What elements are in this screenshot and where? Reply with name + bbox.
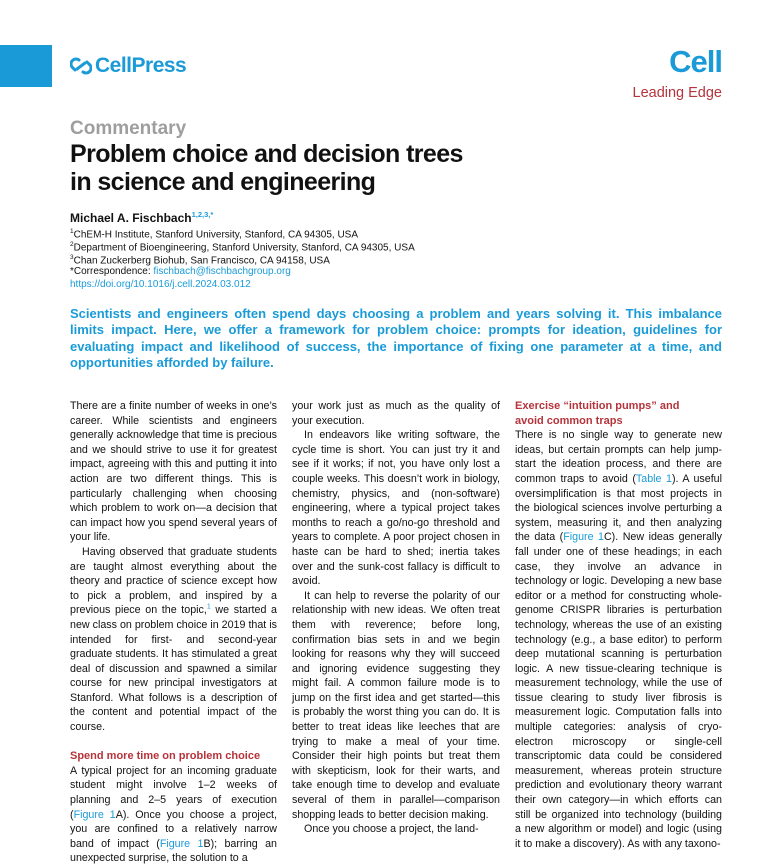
affiliation-sup: 3: [70, 254, 74, 261]
heading-line: Exercise “intuition pumps” and: [515, 400, 680, 412]
body-column-2: [292, 399, 500, 837]
affiliation-text: Chan Zuckerberg Biohub, San Francisco, CA 94158, USA: [73, 255, 330, 267]
author-line: [70, 210, 213, 225]
figure-link[interactable]: Figure 1: [563, 531, 604, 544]
abstract: Scientists and engineers often spend days choosing a problem and years solving it. This imbalance limits impact. Here, we offer a framework for problem choice: prompts for ideation, guidelines for evaluating impact and likelihood of success, the importance of fixing one parameter at a time, and opportunities afforded by failure.: [70, 306, 722, 371]
body-column-3: [515, 399, 722, 851]
article-title: [70, 140, 540, 196]
paragraph-text: B); barring an unexpected surprise, the solution to a: [70, 837, 277, 865]
paragraph: It can help to reverse the polarity of our relationship with new ideas. We often treat them with reverence; before long, confirmation bias sets in and we begin looking for reasons why they will succeed and ignoring evidence suggesting they might fail. A common failure mode is to jump on the first idea and get started—this is probably the worst thing you can do. It is better to treat ideas like leeches that are trying to make a meal of your time. Consider their high points but treat them with skepticism, look for their warts, and take enough time to develop and evaluate several of them in parallel—comparison shopping leads to better decision making.: [292, 589, 500, 821]
section-heading: [515, 399, 722, 428]
cellpress-logo[interactable]: [70, 54, 186, 78]
paragraph: [70, 545, 277, 735]
paragraph: [515, 428, 722, 851]
reference-link[interactable]: 1: [206, 603, 211, 611]
title-line-2: in science and engineering: [70, 168, 376, 196]
affiliation-sup: 1: [70, 228, 74, 235]
figure-link[interactable]: Figure 1: [73, 808, 116, 821]
paragraph: There are a finite number of weeks in one’s career. While scientists and engineers generally acknowledge that time is precious and we should strive to use it for greatest impact, agreeing with this and putting it into action are two different things. This is particularly challenging when choosing which problem to work on—a decision that can impact how you spend several years of your life.: [70, 400, 277, 544]
author-sup: 1,2,3,*: [191, 210, 214, 219]
paragraph-text: C). New ideas generally fall under one of these headings; in each case, they involve an advance in technology or logic. Developing a new base editor or a method for constructing whole-genome CRISPR libraries is perturbation technology, whereas the use of an existing technology (e.g., a base editor) to perform deep mutational scanning is perturbation logic. A new tissue-clearing technique is measurement technology, while the use of tissue clearing to study liver fibrosis is measurement logic. Computation falls into multiple categories: analysis of cryo-electron microscopy or single-cell transcriptomic data could be considered measurement, whereas protein structure prediction and evolutionary theory warrant their own category—in which efforts can still be organized into technology (building a new algorithm or model) and logic (using it to make a discovery). As with any taxono-: [515, 531, 722, 850]
publisher-name: CellPress: [95, 54, 187, 77]
title-line-1: Problem choice and decision trees: [70, 140, 463, 168]
doi-link[interactable]: https://doi.org/10.1016/j.cell.2024.03.012: [70, 279, 251, 290]
affiliation-sup: 2: [70, 241, 74, 248]
author-name: Michael A. Fischbach: [70, 211, 192, 225]
affiliation-text: ChEM-H Institute, Stanford University, Stanford, CA 94305, USA: [73, 229, 359, 241]
paragraph-text: ). A useful oversimplification is that most projects in the biological sciences involve perturbing a system, measuring it, and then analyzing the data (: [515, 472, 723, 544]
paragraph-text: There is no single way to generate new ideas, but certain prompts can help jump-start the ideation process, and there are common traps to avoid (: [515, 429, 722, 485]
paragraph: Once you choose a project, the land-: [304, 823, 479, 836]
journal-section: Leading Edge: [632, 85, 722, 101]
affiliation-text: Department of Bioengineering, Stanford University, Stanford, CA 94305, USA: [73, 242, 415, 254]
section-heading: Spend more time on problem choice: [70, 750, 261, 763]
paragraph: your work just as much as the quality of your execution.: [292, 400, 500, 427]
cellpress-link-icon: [70, 56, 92, 76]
paragraph-text: A typical project for an incoming graduate student might involve 1–2 weeks of planning and 2–5 years of execution (: [70, 764, 277, 821]
doi-line: [70, 278, 251, 291]
brand-tab: [0, 45, 52, 87]
correspondence-label: *Correspondence:: [70, 266, 154, 277]
table-link[interactable]: Table 1: [635, 472, 672, 485]
paragraph: [70, 764, 277, 866]
paragraph-text: Having observed that graduate students are taught almost everything about the theory and practice of science except how to pick a problem, and inspired by a previous piece on the topic,: [70, 545, 277, 617]
article-type: Commentary: [70, 118, 187, 139]
paragraph-text: A). Once you choose a project, you are confined to a relatively narrow band of impact (: [70, 808, 277, 850]
figure-link[interactable]: Figure 1: [159, 837, 204, 850]
correspondence-email-link[interactable]: fischbach@fischbachgroup.org: [153, 266, 291, 277]
paragraph-text: we started a new class on problem choice in 2019 that is intended for first- and second-year graduate students. It has stimulated a great deal of discussion and spawned a similar course for new principal investigators at Stanford. What follows is a description of the content and potential impact of the course.: [70, 604, 278, 734]
heading-line: avoid common traps: [515, 414, 623, 427]
paragraph: In endeavors like writing software, the cycle time is short. You can just try it and see if it works; if not, you have only lost a couple weeks. This doesn’t work in biology, chemistry, physics, and (non-software) engineering, where a typical project takes months to reach a go/no-go threshold and years to complete. A poor project chosen in haste can be hard to shed; inertia takes over and the sunk-cost fallacy is difficult to avoid.: [292, 429, 500, 588]
body-column-1: [70, 399, 277, 866]
correspondence: [70, 265, 291, 278]
journal-name[interactable]: Cell: [669, 44, 722, 79]
